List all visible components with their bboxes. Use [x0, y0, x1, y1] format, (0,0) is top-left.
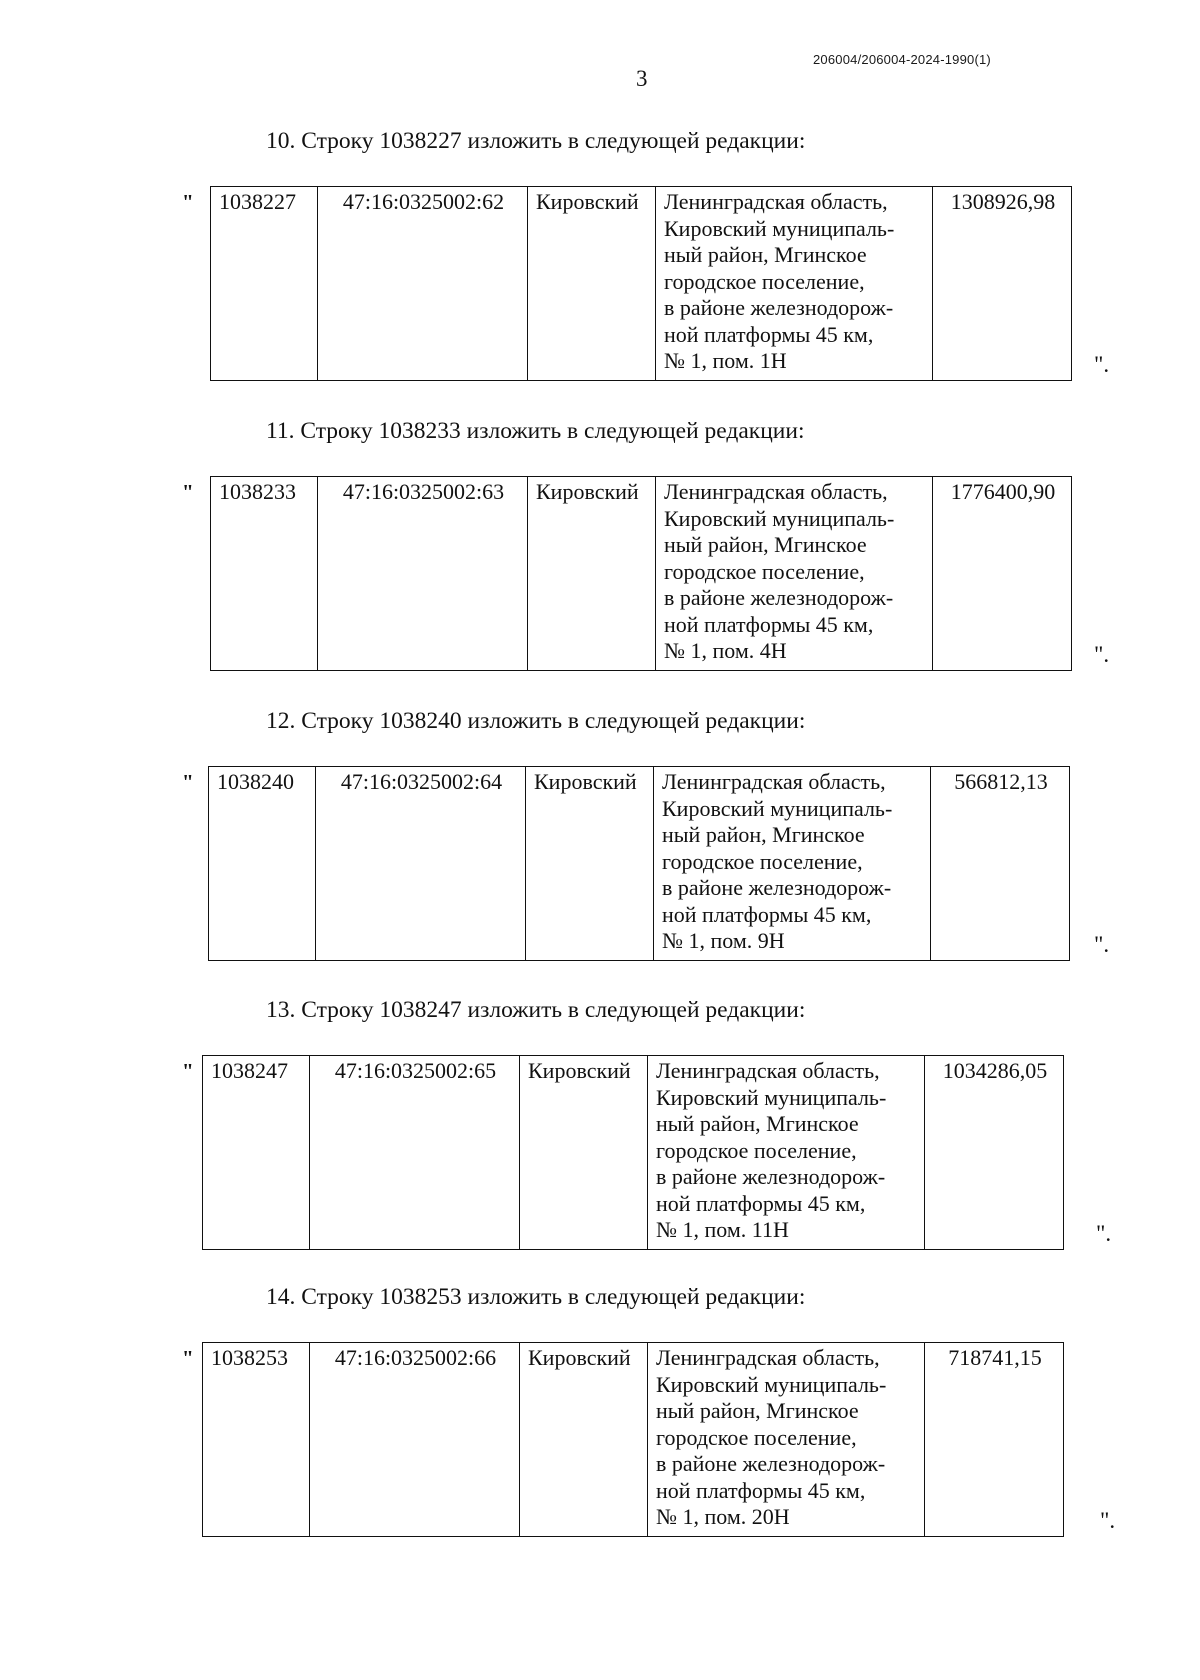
opening-quote: " — [182, 480, 194, 504]
district-cell: Кировский — [526, 767, 654, 961]
address-line: в районе железнодорож- — [656, 1164, 886, 1189]
address-line: № 1, пом. 11Н — [656, 1217, 789, 1242]
address-cell — [648, 1343, 925, 1537]
row-number-cell: 1038227 — [211, 187, 318, 381]
address-line: Кировский муниципаль- — [662, 795, 893, 821]
address-line: ной платформы 45 км, — [662, 901, 872, 927]
table-row — [211, 477, 1072, 671]
address-line: ной платформы 45 км, — [664, 611, 874, 637]
value-cell: 1034286,05 — [925, 1056, 1064, 1250]
cadastral-number-cell: 47:16:0325002:66 — [310, 1343, 520, 1537]
row-number-cell: 1038253 — [203, 1343, 310, 1537]
district-cell: Кировский — [528, 187, 656, 381]
address-line: ной платформы 45 км, — [656, 1477, 866, 1503]
registry-row-table — [202, 1055, 1064, 1250]
address-line: городское поселение, — [664, 268, 865, 294]
registry-row-table — [210, 476, 1072, 671]
address-line: Кировский муниципаль- — [664, 505, 895, 531]
address-line: в районе железнодорож- — [656, 1451, 886, 1476]
address-cell — [656, 187, 933, 381]
address-line: Кировский муниципаль- — [656, 1084, 887, 1110]
address-line: Ленинградская область, — [662, 769, 886, 794]
registry-row-table — [202, 1342, 1064, 1537]
district-cell: Кировский — [520, 1343, 648, 1537]
value-cell: 1308926,98 — [933, 187, 1072, 381]
amendment-heading: 13. Строку 1038247 изложить в следующей редакции: — [266, 997, 806, 1023]
amendment-heading: 10. Строку 1038227 изложить в следующей редакции: — [266, 128, 806, 154]
cadastral-number-cell: 47:16:0325002:63 — [318, 477, 528, 671]
closing-quote: ". — [1096, 1221, 1112, 1246]
address-line: ный район, Мгинское — [664, 532, 867, 557]
closing-quote: ". — [1094, 932, 1110, 957]
address-line: в районе железнодорож- — [662, 875, 892, 900]
value-cell: 566812,13 — [931, 767, 1070, 961]
address-cell — [656, 477, 933, 671]
closing-quote: ". — [1100, 1508, 1116, 1533]
address-line: ной платформы 45 км, — [664, 321, 874, 347]
value-cell: 718741,15 — [925, 1343, 1064, 1537]
cadastral-number-cell: 47:16:0325002:65 — [310, 1056, 520, 1250]
opening-quote: " — [182, 770, 194, 794]
registry-row-table — [208, 766, 1070, 961]
table-row — [203, 1343, 1064, 1537]
amendment-heading: 12. Строку 1038240 изложить в следующей редакции: — [266, 708, 806, 734]
document-id: 206004/206004-2024-1990(1) — [813, 52, 991, 67]
address-line: № 1, пом. 1Н — [664, 348, 787, 373]
address-line: Ленинградская область, — [656, 1345, 880, 1370]
opening-quote: " — [182, 1059, 194, 1083]
address-line: в районе железнодорож- — [664, 585, 894, 610]
address-line: ный район, Мгинское — [656, 1111, 859, 1136]
address-line: Ленинградская область, — [664, 189, 888, 214]
address-line: Ленинградская область, — [656, 1058, 880, 1083]
page-number: 3 — [636, 66, 648, 91]
address-line: № 1, пом. 20Н — [656, 1504, 790, 1529]
address-line: ной платформы 45 км, — [656, 1190, 866, 1216]
table-row — [209, 767, 1070, 961]
address-line: городское поселение, — [656, 1424, 857, 1450]
closing-quote: ". — [1094, 352, 1110, 377]
address-line: в районе железнодорож- — [664, 295, 894, 320]
registry-row-table — [210, 186, 1072, 381]
address-line: ный район, Мгинское — [662, 822, 865, 847]
amendment-heading: 14. Строку 1038253 изложить в следующей редакции: — [266, 1284, 806, 1310]
address-line: ный район, Мгинское — [664, 242, 867, 267]
district-cell: Кировский — [528, 477, 656, 671]
amendment-heading: 11. Строку 1038233 изложить в следующей редакции: — [266, 418, 805, 444]
row-number-cell: 1038247 — [203, 1056, 310, 1250]
address-line: городское поселение, — [664, 558, 865, 584]
address-cell — [654, 767, 931, 961]
row-number-cell: 1038240 — [209, 767, 316, 961]
district-cell: Кировский — [520, 1056, 648, 1250]
address-cell — [648, 1056, 925, 1250]
closing-quote: ". — [1094, 642, 1110, 667]
address-line: городское поселение, — [662, 848, 863, 874]
cadastral-number-cell: 47:16:0325002:62 — [318, 187, 528, 381]
address-line: Ленинградская область, — [664, 479, 888, 504]
opening-quote: " — [182, 1346, 194, 1370]
table-row — [211, 187, 1072, 381]
address-line: Кировский муниципаль- — [664, 215, 895, 241]
table-row — [203, 1056, 1064, 1250]
value-cell: 1776400,90 — [933, 477, 1072, 671]
row-number-cell: 1038233 — [211, 477, 318, 671]
cadastral-number-cell: 47:16:0325002:64 — [316, 767, 526, 961]
address-line: ный район, Мгинское — [656, 1398, 859, 1423]
opening-quote: " — [182, 190, 194, 214]
address-line: городское поселение, — [656, 1137, 857, 1163]
address-line: Кировский муниципаль- — [656, 1371, 887, 1397]
address-line: № 1, пом. 9Н — [662, 928, 785, 953]
address-line: № 1, пом. 4Н — [664, 638, 787, 663]
